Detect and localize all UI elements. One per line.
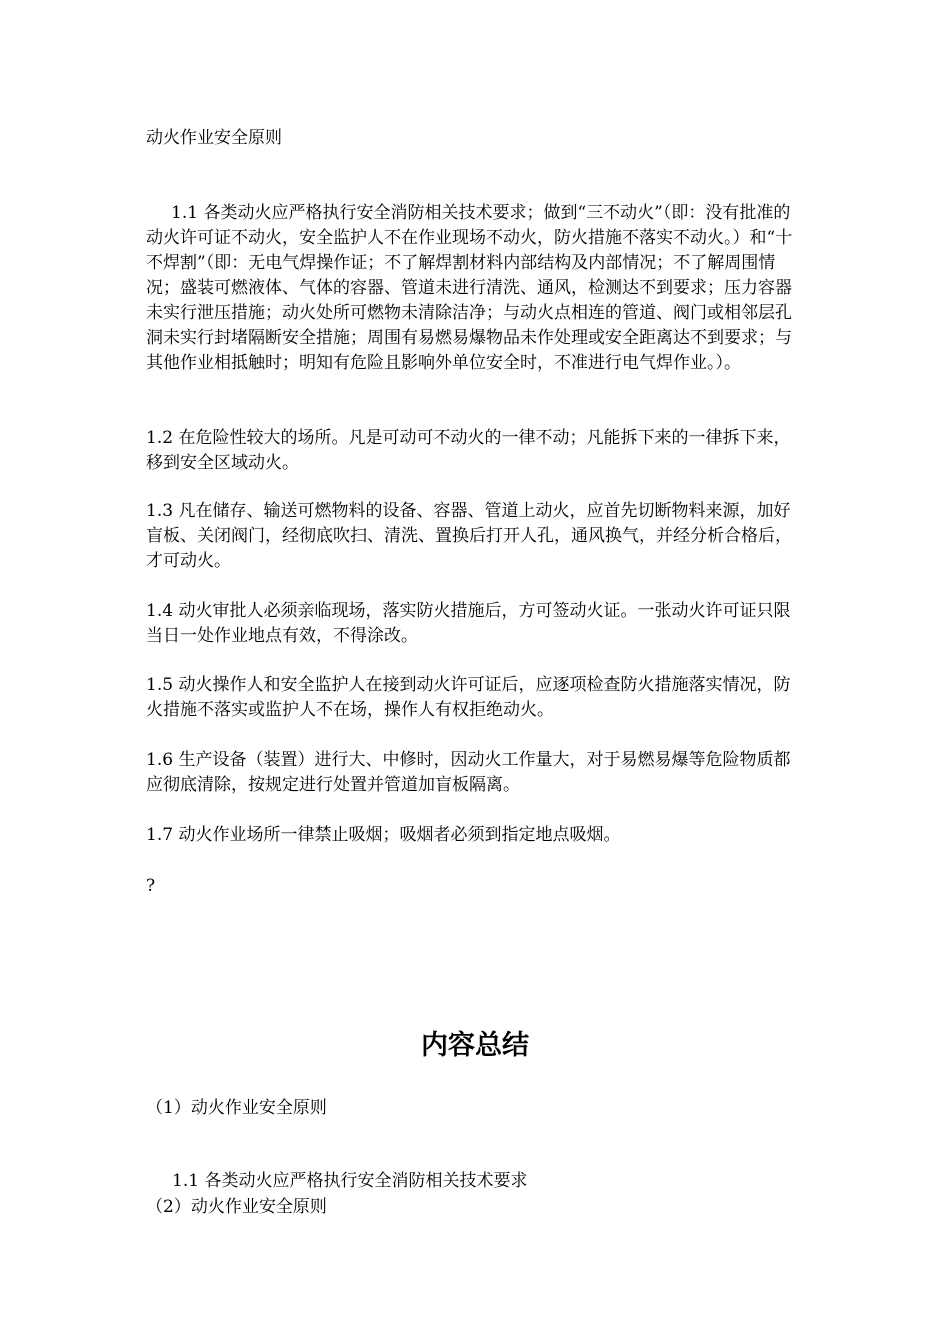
paragraph-1-4: 1.4 动火审批人必须亲临现场，落实防火措施后，方可签动火证。一张动火许可证只限当日一处作业地点有效，不得涂改。 — [146, 601, 791, 646]
paragraph-1-3: 1.3 凡在储存、输送可燃物料的设备、容器、管道上动火，应首先切断物料来源，加好盲板、关闭阀门，经彻底吹扫、清洗、置换后打开人孔，通风换气，并经分析合格后，才可动火。 — [146, 501, 792, 571]
summary-line-3: （2）动火作业安全原则 — [146, 1197, 327, 1217]
document-title: 动火作业安全原则 — [146, 128, 282, 148]
paragraph-1-7: 1.7 动火作业场所一律禁止吸烟；吸烟者必须到指定地点吸烟。 — [146, 825, 621, 845]
summary-heading: 内容总结 — [421, 1030, 529, 1061]
summary-line-2: 1.1 各类动火应严格执行安全消防相关技术要求 — [172, 1171, 528, 1191]
paragraph-1-1: 1.1 各类动火应严格执行安全消防相关技术要求；做到“三不动火”（即：没有批准的动火许可证不动火，安全监护人不在作业现场不动火，防火措施不落实不动火。）和“十不焊割”（即：无电气焊操作证；不了解焊割材料内部结构及内部情况；不了解周围情况；盛装可燃液体、气体的容器、管道未进行清洗、通风，检测达不到要求；压力容器未实行泄压措施；动火处所可燃物未清除洁净；与动火点相连的管道、阀门或相邻层孔洞未实行封堵隔断安全措施；周围有易燃易爆物品未作处理或安全距离达不到要求；与其他作业相抵触时；明知有危险且影响外单位安全时，不准进行电气焊作业。）。 — [146, 203, 793, 373]
stray-question-mark: ? — [146, 876, 156, 896]
paragraph-1-5: 1.5 动火操作人和安全监护人在接到动火许可证后，应逐项检查防火措施落实情况，防火措施不落实或监护人不在场，操作人有权拒绝动火。 — [146, 675, 791, 720]
paragraph-1-6: 1.6 生产设备（装置）进行大、中修时，因动火工作量大，对于易燃易爆等危险物质都应彻底清除，按规定进行处置并管道加盲板隔离。 — [146, 750, 791, 795]
summary-line-1: （1）动火作业安全原则 — [146, 1098, 327, 1118]
paragraph-1-2: 1.2 在危险性较大的场所。凡是可动可不动火的一律不动；凡能拆下来的一律拆下来，移到安全区域动火。 — [146, 428, 791, 473]
